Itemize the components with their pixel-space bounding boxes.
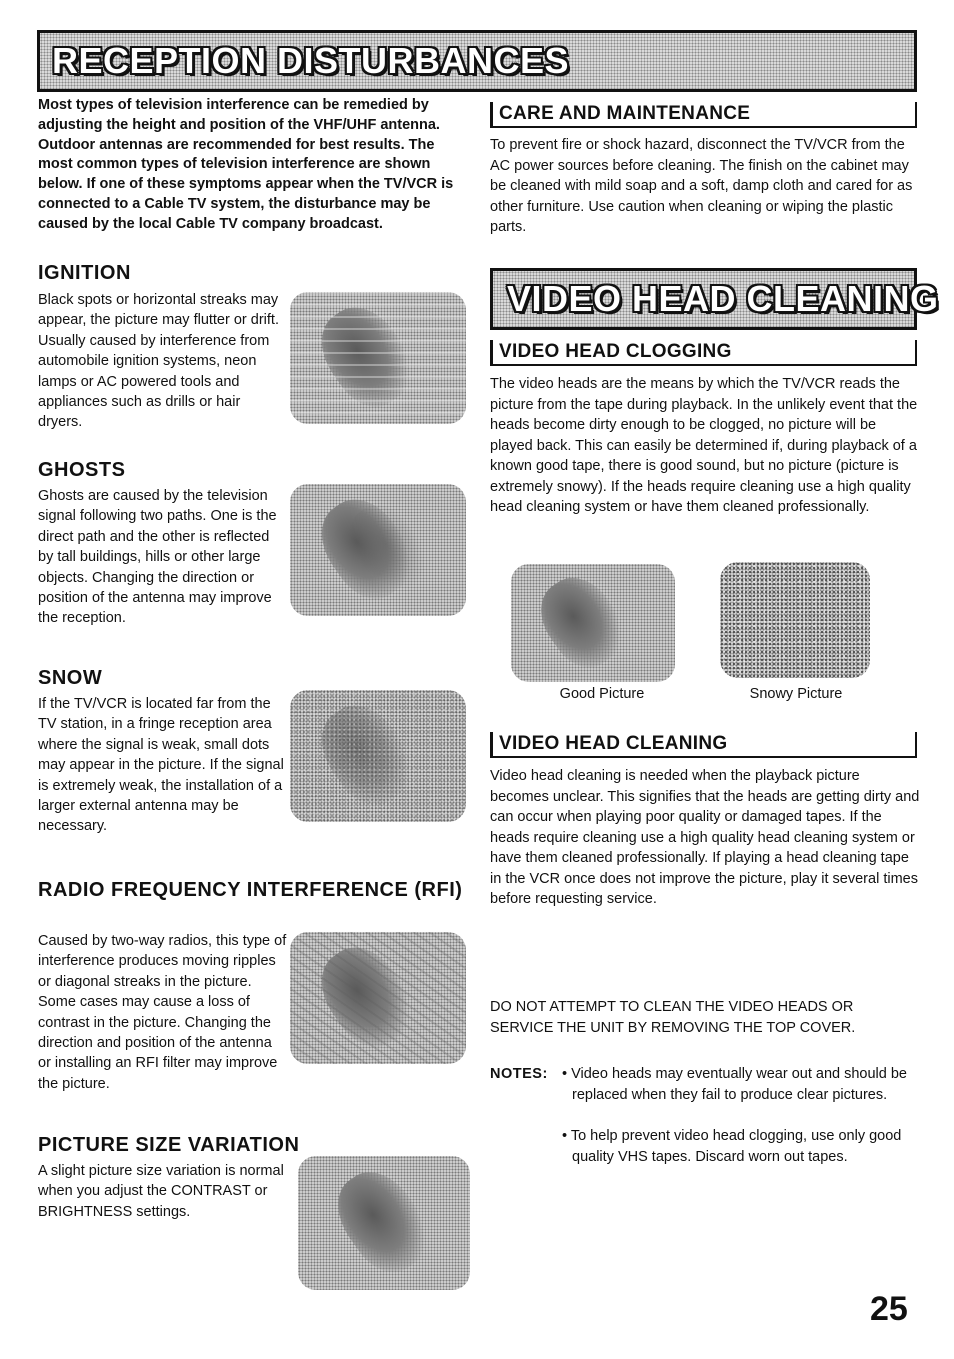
reception-disturbances-title: RECEPTION DISTURBANCES: [52, 40, 570, 81]
note-item: • To help prevent video head clogging, use only good quality VHS tapes. Discard worn out tapes.: [562, 1128, 902, 1165]
page-number: 25: [870, 1290, 908, 1328]
warning-text: DO NOT ATTEMPT TO CLEAN THE VIDEO HEADS OR SERVICE THE UNIT BY REMOVING THE TOP COVER.: [490, 999, 856, 1036]
note-item: • Video heads may eventually wear out and should be replaced when they fail to produce clear pictures.: [562, 1066, 907, 1103]
ignition-picture: [290, 292, 466, 424]
good-picture-caption: Good Picture: [559, 686, 645, 702]
picture-size-text: A slight picture size variation is normal when you adjust the CONTRAST or BRIGHTNESS settings.: [38, 1163, 284, 1220]
video-head-clogging-heading: VIDEO HEAD CLOGGING: [490, 340, 917, 366]
picture-size-picture: [298, 1156, 470, 1290]
rfi-heading: RADIO FREQUENCY INTERFERENCE (RFI): [38, 879, 463, 901]
rfi-text: Caused by two-way radios, this type of interference produces moving ripples or diagonal streaks in the picture. Some cases may cause a loss of contrast in the picture. Changing the direction and position of the antenna or installing an RFI filter may improve the picture.: [38, 933, 287, 1092]
good-picture-image: [511, 564, 675, 682]
ghosts-text: Ghosts are caused by the television signal following two paths. One is the direct path and the other is reflected by tall buildings, hills or other large objects. Changing the direction or position of the antenna may improve the reception.: [38, 488, 277, 627]
ghosts-heading: GHOSTS: [38, 459, 126, 481]
video-head-cleaning-title: VIDEO HEAD CLEANING: [507, 278, 939, 319]
snow-picture: [290, 690, 466, 822]
picture-size-heading: PICTURE SIZE VARIATION: [38, 1134, 300, 1156]
video-head-cleaning-banner: [490, 268, 939, 330]
video-head-clogging-text: The video heads are the means by which the TV/VCR reads the picture from the tape during playback. In the unlikely event that the heads become dirty enough to be clogged, no picture will be played back. This can easily be determined if, during playback of a known good tape, there is good sound, but no picture (picture is extremely snowy). If the heads require cleaning use a high quality head cleaning system or have them cleaned professionally.: [490, 376, 918, 515]
snowy-picture-image: [720, 562, 870, 678]
notes-label: NOTES:: [490, 1066, 548, 1082]
care-maintenance-text: To prevent fire or shock hazard, disconnect the TV/VCR from the AC power sources before cleaning. The finish on the cabinet may be cleaned with mild soap and a soft, damp cloth and cared for as other furniture. Use caution when cleaning or wiping the plastic parts.: [490, 137, 913, 235]
care-maintenance-heading: CARE AND MAINTENANCE: [490, 102, 917, 128]
snow-heading: SNOW: [38, 667, 103, 689]
rfi-picture: [290, 932, 466, 1064]
video-head-cleaning-text: Video head cleaning is needed when the playback picture becomes unclear. This signifies that the heads are getting dirty and can occur when playing poor quality or damaged tapes. If the heads require cleaning use a high quality head cleaning system or have them cleaned professionally. If playing a head cleaning tape in the VCR once does not improve the picture, play it several times before requesting service.: [490, 768, 920, 907]
video-head-cleaning-heading: VIDEO HEAD CLEANING: [490, 732, 917, 758]
ignition-heading: IGNITION: [38, 262, 131, 284]
snowy-picture-caption: Snowy Picture: [749, 686, 843, 702]
reception-disturbances-banner: [37, 30, 917, 92]
snow-text: If the TV/VCR is located far from the TV station, in a fringe reception area where the signal is weak, small dots may appear in the picture. If the signal is extremely weak, the installation of a larger external antenna may be necessary.: [38, 696, 284, 835]
ignition-text: Black spots or horizontal streaks may appear, the picture may flutter or drift. Usually caused by interference from automobile ignition systems, neon lamps or AC powered tools and appliances such as drills or hair dryers.: [38, 292, 279, 431]
intro-text: Most types of television interference can be remedied by adjusting the height and position of the VHF/UHF antenna. Outdoor antennas are recommended for best results. The most common types of television interference are shown below. If one of these symptoms appear when the TV/VCR is connected to a Cable TV system, the disturbance may be caused by the local Cable TV company broadcast.: [38, 97, 454, 232]
ghosts-picture: [290, 484, 466, 616]
